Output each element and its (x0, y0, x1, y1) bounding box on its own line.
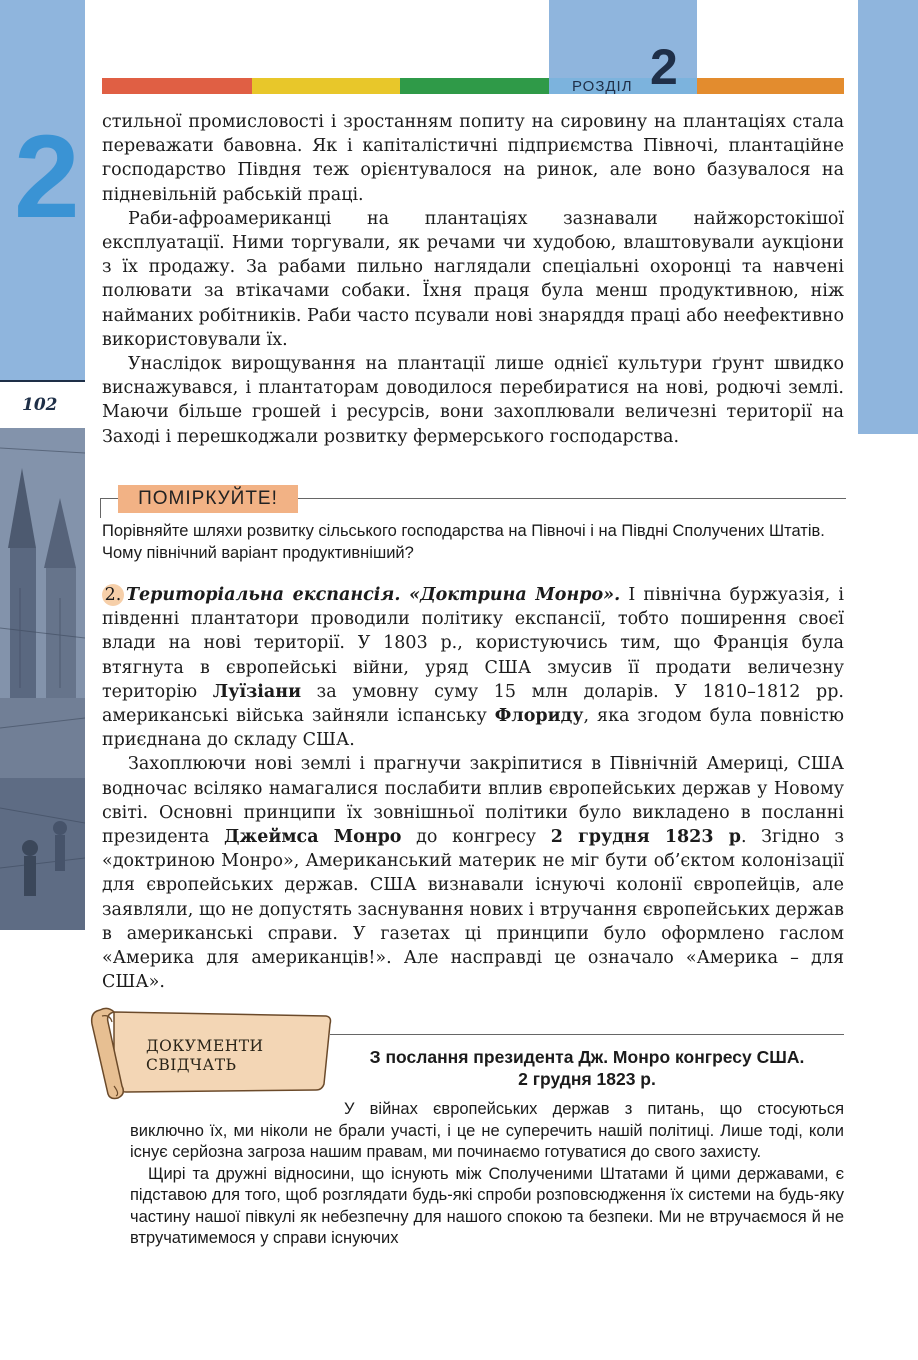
think-box-rule-vertical (100, 498, 101, 518)
text-run: , яка згодом була повністю приєднана до складу США. (102, 706, 844, 751)
documents-label-line: СВІДЧАТЬ (146, 1056, 237, 1074)
keyword: 2 грудня 1823 р (550, 827, 741, 848)
document-paragraph: У війнах європейських держав з питань, що стосуються виключно їх, ми ніколи не брали участі, і це не суперечить нашій політиці. Лише тоді, коли існує серйозна загроза нашим правам, ми починаємо готуватися до свого захисту. (130, 1100, 844, 1161)
right-margin-band (858, 0, 918, 434)
page-number: 102 (22, 395, 58, 415)
section-label: РОЗДІЛ (572, 78, 633, 95)
chapter-number: 2 (14, 111, 80, 243)
body-text-section-2 (102, 583, 844, 994)
document-text (130, 1099, 844, 1250)
section-number-badge: 2. (102, 584, 124, 606)
header-color-stripe (102, 78, 844, 94)
documents-label-line: ДОКУМЕНТИ (146, 1037, 264, 1055)
document-date: 2 грудня 1823 р. (518, 1069, 656, 1089)
text-run: . Згідно з «доктриною Монро», Американський материк не міг бути об’єктом колонізації для європейських держав. США визнавали існуючі колонії європейців, але заявляли, що не допустять заснування нових і втручання європейських держав в американські справи. У газетах ці принципи було оформлено гаслом «Америка для американців!». Але насправді це означало «Америка – для США». (102, 827, 844, 993)
paragraph: стильної промисловості і зростанням попиту на сировину на плантаціях стала переважати бавовна. Як і капіталістичні підприємства Півночі, плантаційне господарство Півдня теж орієнтувалося на ринок, але воно базувалося на підневільній рабській праці. (102, 112, 844, 205)
think-label: ПОМІРКУЙТЕ! (118, 485, 298, 513)
document-title (330, 1046, 844, 1090)
section-number: 2 (650, 39, 678, 95)
think-question: Порівняйте шляхи розвитку сільського господарства на Півночі і на Півдні Сполучених Штатів. Чому північний варіант продуктивніший? (102, 522, 825, 562)
documents-label (146, 1037, 286, 1075)
text-run: за умовну суму 15 млн доларів. У 1810–1812 рр. американські війська зайняли іспанську (102, 681, 844, 727)
engraving-illustration (0, 428, 85, 930)
keyword: Флориду (494, 706, 584, 727)
paragraph (102, 752, 844, 994)
paragraph: Раби-афроамериканці на плантаціях зазнавали найжорстокішої експлуатації. Ними торгували, як речами чи худобою, влаштовували аукціони з їх продажу. За рабами пильно наглядали спеціальні охоронці та навчені полювати за втікачами собаки. Їхня праця була менш продуктивною, ніж найманих робітників. Раби часто псували нові знаряддя праці або неефективно використовували їх. (102, 208, 844, 350)
keyword: Джеймса Монро (224, 827, 402, 848)
documents-rule (330, 1034, 844, 1035)
document-title-line: З послання президента Дж. Монро конгресу США. (369, 1047, 805, 1067)
text-run: Захоплюючи нові землі і прагнучи закріпитися в Північній Америці, США водночас всіляко намагалися послабити вплив європейських держав у Новому світі. Основні принципи їх зовнішньої політики було викладено в посланні президента (102, 754, 844, 848)
text-run: І північна буржуазія, і південні плантатори проводили політику експансії, тобто поширення своєї влади на нові території. У 1803 р., користуючись тим, що Франція була втягнута в європейські війни, уряд США змусив її продати величезну територію (102, 585, 844, 702)
paragraph: Унаслідок вирощування на плантації лише однієї культури ґрунт швидко виснажувався, і плантаторам доводилося перебиратися на нові, родючі землі. Маючи більше грошей і ресурсів, вони захоплювали величезні території на Заході і перешкоджали розвитку фермерського господарства. (102, 354, 844, 447)
keyword: Луїзіани (212, 681, 302, 702)
document-paragraph: Щирі та дружні відносини, що існують між Сполученими Штатами й цими державами, є підставою для того, щоб розглядати будь-які спроби розповсюдження їх системи на будь-яку частину нашої півкулі як небезпечну для нашого спокою та безпеки. Ми не втручаємося й не втручатимемося у справи існуючих (130, 1164, 844, 1247)
paragraph (102, 583, 844, 752)
body-text-top (102, 110, 844, 449)
text-run: до конгресу (401, 827, 551, 848)
section-heading: Територіальна експансія. «Доктрина Монро». (126, 585, 621, 605)
